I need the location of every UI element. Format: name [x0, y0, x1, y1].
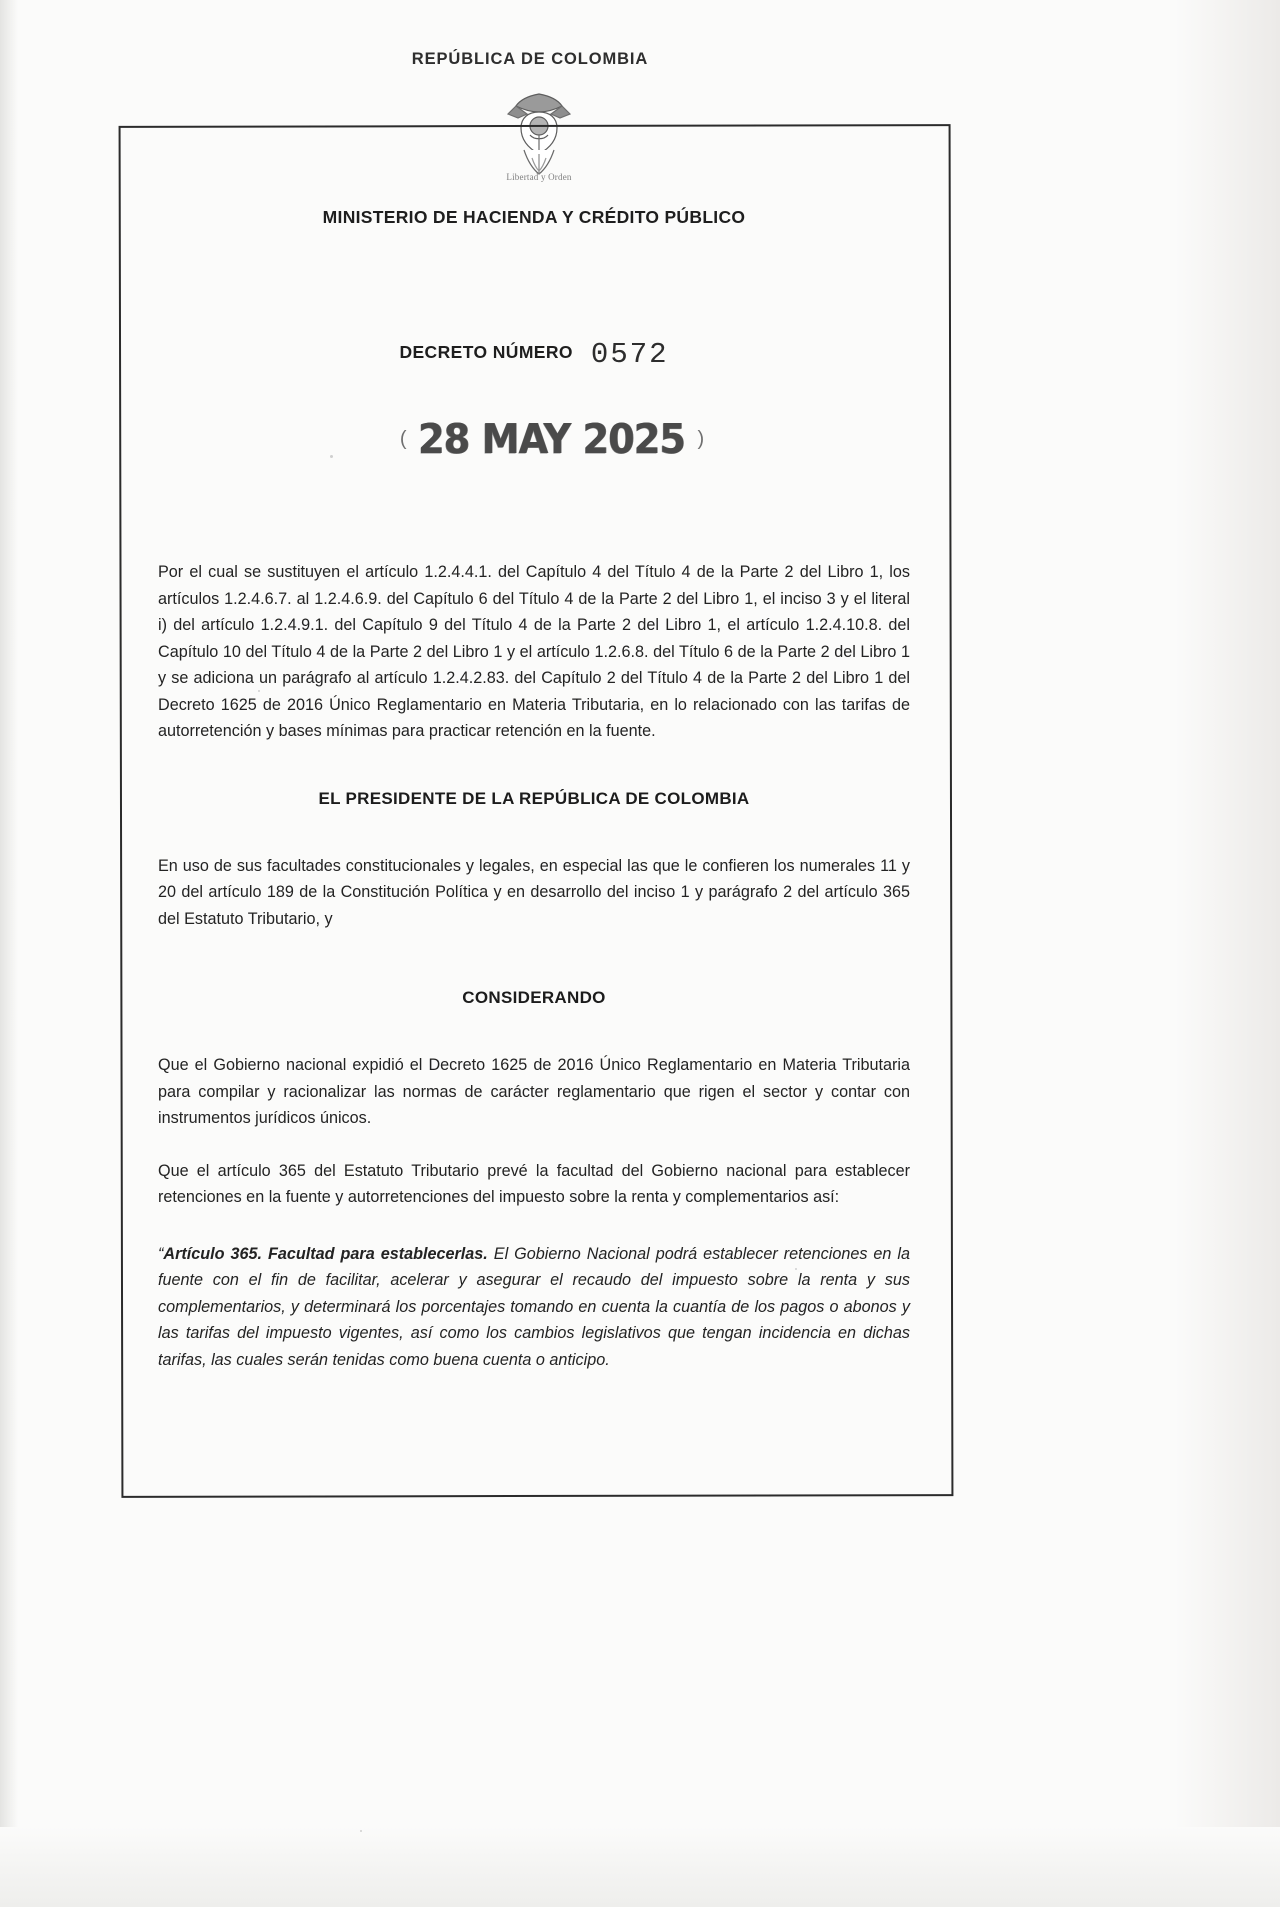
decree-number-label: DECRETO NÚMERO [399, 342, 573, 362]
decree-date-stamp: 28 MAY 2025 [418, 415, 686, 463]
decree-number-row [158, 338, 910, 371]
republic-heading: REPÚBLICA DE COLOMBIA [411, 50, 649, 68]
president-heading: EL PRESIDENTE DE LA REPÚBLICA DE COLOMBIA [318, 788, 750, 808]
faculties-paragraph: En uso de sus facultades constitucionales y legales, en especial las que le confieren los numerales 11 y 20 del artículo 189 de la Constitución Política y en desarrollo del inciso 1 y parágrafo 2 del artículo 365 del Estatuto Tributario, y [158, 856, 910, 928]
scan-edge-right [1130, 0, 1280, 1907]
crest-motto: Libertad y Orden [506, 172, 572, 182]
quoted-article-body: El Gobierno Nacional podrá establecer retenciones en la fuente con el fin de facilitar, acelerar y asegurar el recaudo del impuesto sobre la renta y sus complementarios, y determinará los porcentajes tomando en cuenta la cuantía de los pagos o abonos y las tarifas del impuesto vigentes, así como los cambios legislativos que tengan incidencia en dichas tarifas, las cuales serán tenidas como buena cuenta o anticipo. [158, 1244, 910, 1369]
decree-number-value: 0572 [590, 338, 669, 371]
quote-open-mark: “ [158, 1244, 164, 1263]
date-open-paren: ( [399, 428, 407, 450]
considerando-paragraph-1: Que el Gobierno nacional expidió el Decreto 1625 de 2016 Único Reglamentario en Materia Tributaria para compilar y racionalizar las normas de carácter reglamentario que rigen el sector y contar con instrumentos jurídicos únicos. [158, 1056, 910, 1127]
quoted-article-title: Artículo 365. Facultad para establecerlas. [163, 1244, 488, 1263]
decree-summary-paragraph: Por el cual se sustituyen el artículo 1.2.4.4.1. del Capítulo 4 del Título 4 de la Parte 2 del Libro 1, los artículos 1.2.4.6.7. al 1.2.4.6.9. del Capítulo 6 del Título 4 de la Parte 2 del Libro 1, el inciso 3 y el literal i) del artículo 1.2.4.9.1. del Capítulo 9 del Título 4 de la Parte 2 del Libro 1, el artículo 1.2.4.10.8. del Capítulo 10 del Título 4 de la Parte 2 del Libro 1 y el artículo 1.2.6.8. del Título 6 de la Parte 2 del Libro 1 y se adiciona un parágrafo al artículo 1.2.4.2.83. del Capítulo 2 del Título 4 de la Parte 2 del Libro 1 del Decreto 1625 de 2016 Único Reglamentario en Materia Tributaria, en lo relacionado con las tarifas de autorretención y bases mínimas para practicar retención en la fuente. [158, 563, 910, 740]
scan-speck [360, 1830, 362, 1832]
scan-speck [330, 455, 333, 458]
date-close-paren: ) [697, 428, 705, 450]
scan-speck [795, 1268, 797, 1270]
considerando-heading: CONSIDERANDO [462, 988, 606, 1007]
decree-date-row [176, 415, 928, 463]
quoted-article-block [158, 1241, 910, 1374]
scan-edge-left [0, 0, 18, 1907]
considerando-paragraph-2: Que el artículo 365 del Estatuto Tributario prevé la facultad del Gobierno nacional para establecer retenciones en la fuente y autorretenciones del impuesto sobre la renta y complementarios así: [158, 1161, 910, 1206]
ministry-title: MINISTERIO DE HACIENDA Y CRÉDITO PÚBLICO [322, 207, 746, 227]
scan-speck [258, 690, 260, 692]
scan-edge-bottom [0, 1827, 1280, 1907]
document-content [158, 125, 910, 1373]
